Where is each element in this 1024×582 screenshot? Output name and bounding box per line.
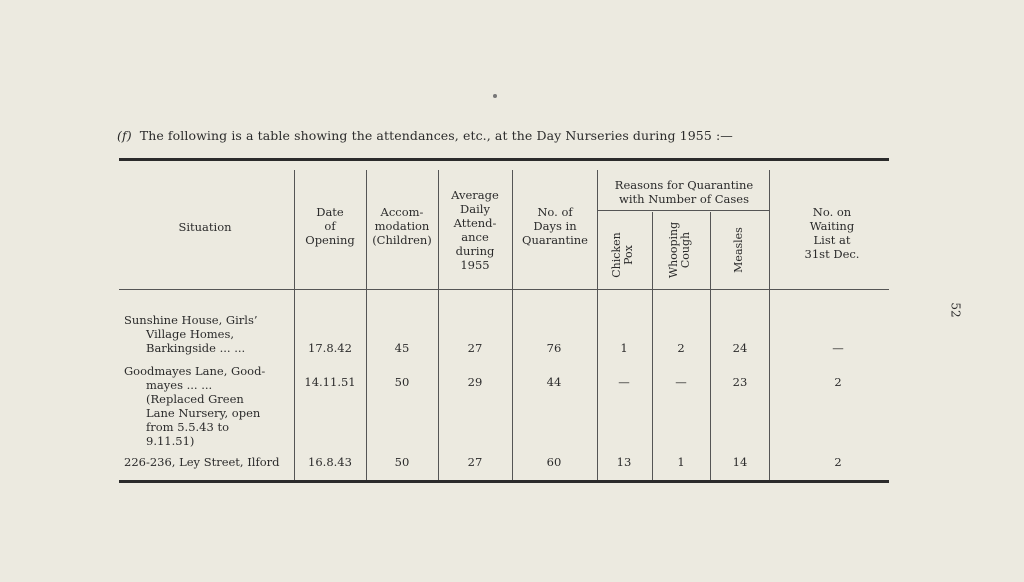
header-line: with Number of Cases bbox=[619, 192, 749, 206]
cell-days: 60 bbox=[546, 455, 562, 469]
cell-whooping-cough: 1 bbox=[677, 455, 685, 469]
header-line: No. of bbox=[537, 205, 573, 219]
cell-chicken-pox: — bbox=[618, 375, 630, 389]
cell-measles: 24 bbox=[732, 341, 748, 355]
header-line: Daily bbox=[460, 202, 490, 216]
cell-whooping-cough: 2 bbox=[677, 341, 685, 355]
cell-average: 27 bbox=[467, 341, 483, 355]
cell-chicken-pox: 1 bbox=[620, 341, 628, 355]
header-reasons-for-quarantine bbox=[599, 178, 769, 206]
table-caption bbox=[117, 128, 733, 143]
table-row-situation bbox=[124, 313, 294, 355]
table-row-situation bbox=[124, 455, 294, 469]
cell-date: 14.11.51 bbox=[304, 375, 356, 389]
header-line: ance bbox=[461, 230, 489, 244]
cell-average: 29 bbox=[467, 375, 483, 389]
page-number: 52 bbox=[948, 302, 963, 318]
header-line: during bbox=[455, 244, 495, 258]
table-row-situation bbox=[124, 364, 294, 448]
caption-prefix: (f) bbox=[117, 128, 132, 143]
header-line: Average bbox=[451, 188, 499, 202]
header-line: Whooping bbox=[667, 221, 680, 279]
header-line: No. on bbox=[812, 205, 852, 219]
situation-line: 9.11.51) bbox=[146, 434, 195, 448]
header-line: 1955 bbox=[460, 258, 490, 272]
cell-waiting: 2 bbox=[834, 455, 842, 469]
situation-line: 226-236, Ley Street, Ilford bbox=[124, 455, 280, 469]
header-line: Waiting bbox=[809, 219, 855, 233]
header-line: modation bbox=[374, 219, 430, 233]
cell-average: 27 bbox=[467, 455, 483, 469]
situation-line: Barkingside ... ... bbox=[146, 341, 246, 355]
col-divider bbox=[366, 170, 367, 480]
cell-days: 44 bbox=[546, 375, 562, 389]
cell-date: 16.8.43 bbox=[308, 455, 352, 469]
situation-line: Village Homes, bbox=[146, 327, 235, 341]
col-divider bbox=[769, 170, 770, 480]
header-line: Quarantine bbox=[522, 233, 588, 247]
header-line: (Children) bbox=[372, 233, 432, 247]
situation-line: Sunshine House, Girls’ bbox=[124, 313, 258, 327]
header-chicken-pox bbox=[611, 225, 637, 285]
cell-whooping-cough: — bbox=[675, 375, 687, 389]
header-days-in-quarantine bbox=[514, 205, 596, 247]
header-line: Accom- bbox=[380, 205, 424, 219]
cell-accommodation: 50 bbox=[394, 455, 410, 469]
table-bottom-rule bbox=[119, 480, 889, 483]
table-top-rule bbox=[119, 158, 889, 161]
cell-chicken-pox: 13 bbox=[616, 455, 632, 469]
cell-measles: 23 bbox=[732, 375, 748, 389]
header-line: List at bbox=[813, 233, 851, 247]
situation-line: mayes ... ... bbox=[146, 378, 213, 392]
caption-text: The following is a table showing the attendances, etc., at the Day Nurseries during 1955 :— bbox=[139, 128, 733, 143]
col-divider bbox=[294, 170, 295, 480]
cell-measles: 14 bbox=[732, 455, 748, 469]
cell-waiting: — bbox=[832, 341, 844, 355]
header-line: 31st Dec. bbox=[804, 247, 860, 261]
header-date-of-opening bbox=[296, 205, 364, 247]
situation-line: from 5.5.43 to bbox=[146, 420, 230, 434]
header-measles: Measles bbox=[732, 227, 745, 273]
situation-line: (Replaced Green bbox=[146, 392, 244, 406]
header-line: Opening bbox=[305, 233, 355, 247]
header-average-daily-attendance bbox=[440, 188, 510, 272]
situation-line: Lane Nursery, open bbox=[146, 406, 261, 420]
reasons-group-rule bbox=[597, 210, 769, 211]
header-line: Reasons for Quarantine bbox=[614, 178, 754, 192]
header-waiting-list bbox=[774, 205, 890, 261]
header-whooping-cough bbox=[668, 215, 694, 285]
cell-accommodation: 50 bbox=[394, 375, 410, 389]
situation-line: Goodmayes Lane, Good- bbox=[124, 364, 266, 378]
header-line: Attend- bbox=[453, 216, 497, 230]
cell-date: 17.8.42 bbox=[308, 341, 352, 355]
header-line: of bbox=[324, 219, 336, 233]
header-accommodation bbox=[368, 205, 436, 247]
header-line: Days in bbox=[533, 219, 577, 233]
header-situation: Situation bbox=[178, 220, 232, 234]
header-line: Chicken bbox=[610, 232, 623, 278]
cell-waiting: 2 bbox=[834, 375, 842, 389]
cell-days: 76 bbox=[546, 341, 562, 355]
cell-accommodation: 45 bbox=[394, 341, 410, 355]
col-divider bbox=[512, 170, 513, 480]
ink-speck bbox=[493, 94, 497, 98]
col-divider bbox=[597, 170, 598, 480]
header-separator bbox=[119, 289, 889, 290]
header-line: Pox bbox=[622, 245, 635, 265]
header-line: Cough bbox=[679, 231, 692, 269]
col-divider bbox=[438, 170, 439, 480]
header-line: Date bbox=[316, 205, 344, 219]
